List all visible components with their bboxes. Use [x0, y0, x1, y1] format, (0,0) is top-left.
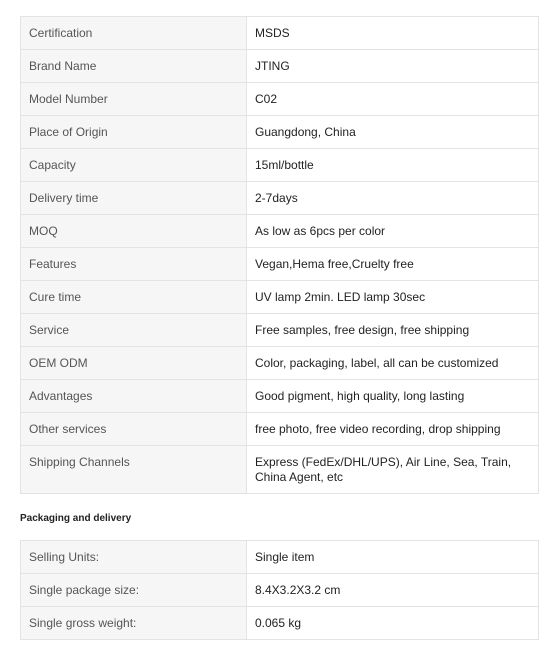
spec-label: MOQ — [21, 215, 247, 248]
spec-label: Brand Name — [21, 50, 247, 83]
table-row — [21, 17, 539, 50]
spec-value: MSDS — [247, 17, 539, 50]
table-row — [21, 314, 539, 347]
spec-label: Other services — [21, 413, 247, 446]
packaging-value: Single item — [247, 541, 539, 574]
table-row — [21, 50, 539, 83]
table-row — [21, 215, 539, 248]
spec-value: C02 — [247, 83, 539, 116]
table-row — [21, 413, 539, 446]
spec-value: free photo, free video recording, drop shipping — [247, 413, 539, 446]
table-row — [21, 116, 539, 149]
table-row — [21, 149, 539, 182]
table-row — [21, 446, 539, 494]
spec-label: OEM ODM — [21, 347, 247, 380]
packaging-section-title: Packaging and delivery — [20, 513, 132, 524]
spec-label: Certification — [21, 17, 247, 50]
table-row — [21, 607, 539, 640]
spec-value: As low as 6pcs per color — [247, 215, 539, 248]
spec-value: 2-7days — [247, 182, 539, 215]
spec-value: UV lamp 2min. LED lamp 30sec — [247, 281, 539, 314]
table-row — [21, 347, 539, 380]
spec-label: Cure time — [21, 281, 247, 314]
spec-label: Place of Origin — [21, 116, 247, 149]
packaging-label: Selling Units: — [21, 541, 247, 574]
spec-label: Capacity — [21, 149, 247, 182]
table-row — [21, 541, 539, 574]
spec-value: Vegan,Hema free,Cruelty free — [247, 248, 539, 281]
packaging-value: 8.4X3.2X3.2 cm — [247, 574, 539, 607]
specifications-table — [20, 16, 539, 494]
spec-label: Delivery time — [21, 182, 247, 215]
spec-value: Guangdong, China — [247, 116, 539, 149]
spec-value: Good pigment, high quality, long lasting — [247, 380, 539, 413]
table-row — [21, 182, 539, 215]
spec-value: Free samples, free design, free shipping — [247, 314, 539, 347]
spec-label: Model Number — [21, 83, 247, 116]
spec-value: Color, packaging, label, all can be customized — [247, 347, 539, 380]
spec-label: Advantages — [21, 380, 247, 413]
packaging-value: 0.065 kg — [247, 607, 539, 640]
table-row — [21, 83, 539, 116]
table-row — [21, 574, 539, 607]
packaging-label: Single package size: — [21, 574, 247, 607]
spec-value: Express (FedEx/DHL/UPS), Air Line, Sea, Train, China Agent, etc — [247, 446, 539, 494]
spec-label: Shipping Channels — [21, 446, 247, 494]
spec-label: Features — [21, 248, 247, 281]
table-row — [21, 281, 539, 314]
spec-value: JTING — [247, 50, 539, 83]
spec-value: 15ml/bottle — [247, 149, 539, 182]
packaging-table — [20, 540, 539, 640]
table-row — [21, 248, 539, 281]
table-row — [21, 380, 539, 413]
packaging-label: Single gross weight: — [21, 607, 247, 640]
spec-label: Service — [21, 314, 247, 347]
